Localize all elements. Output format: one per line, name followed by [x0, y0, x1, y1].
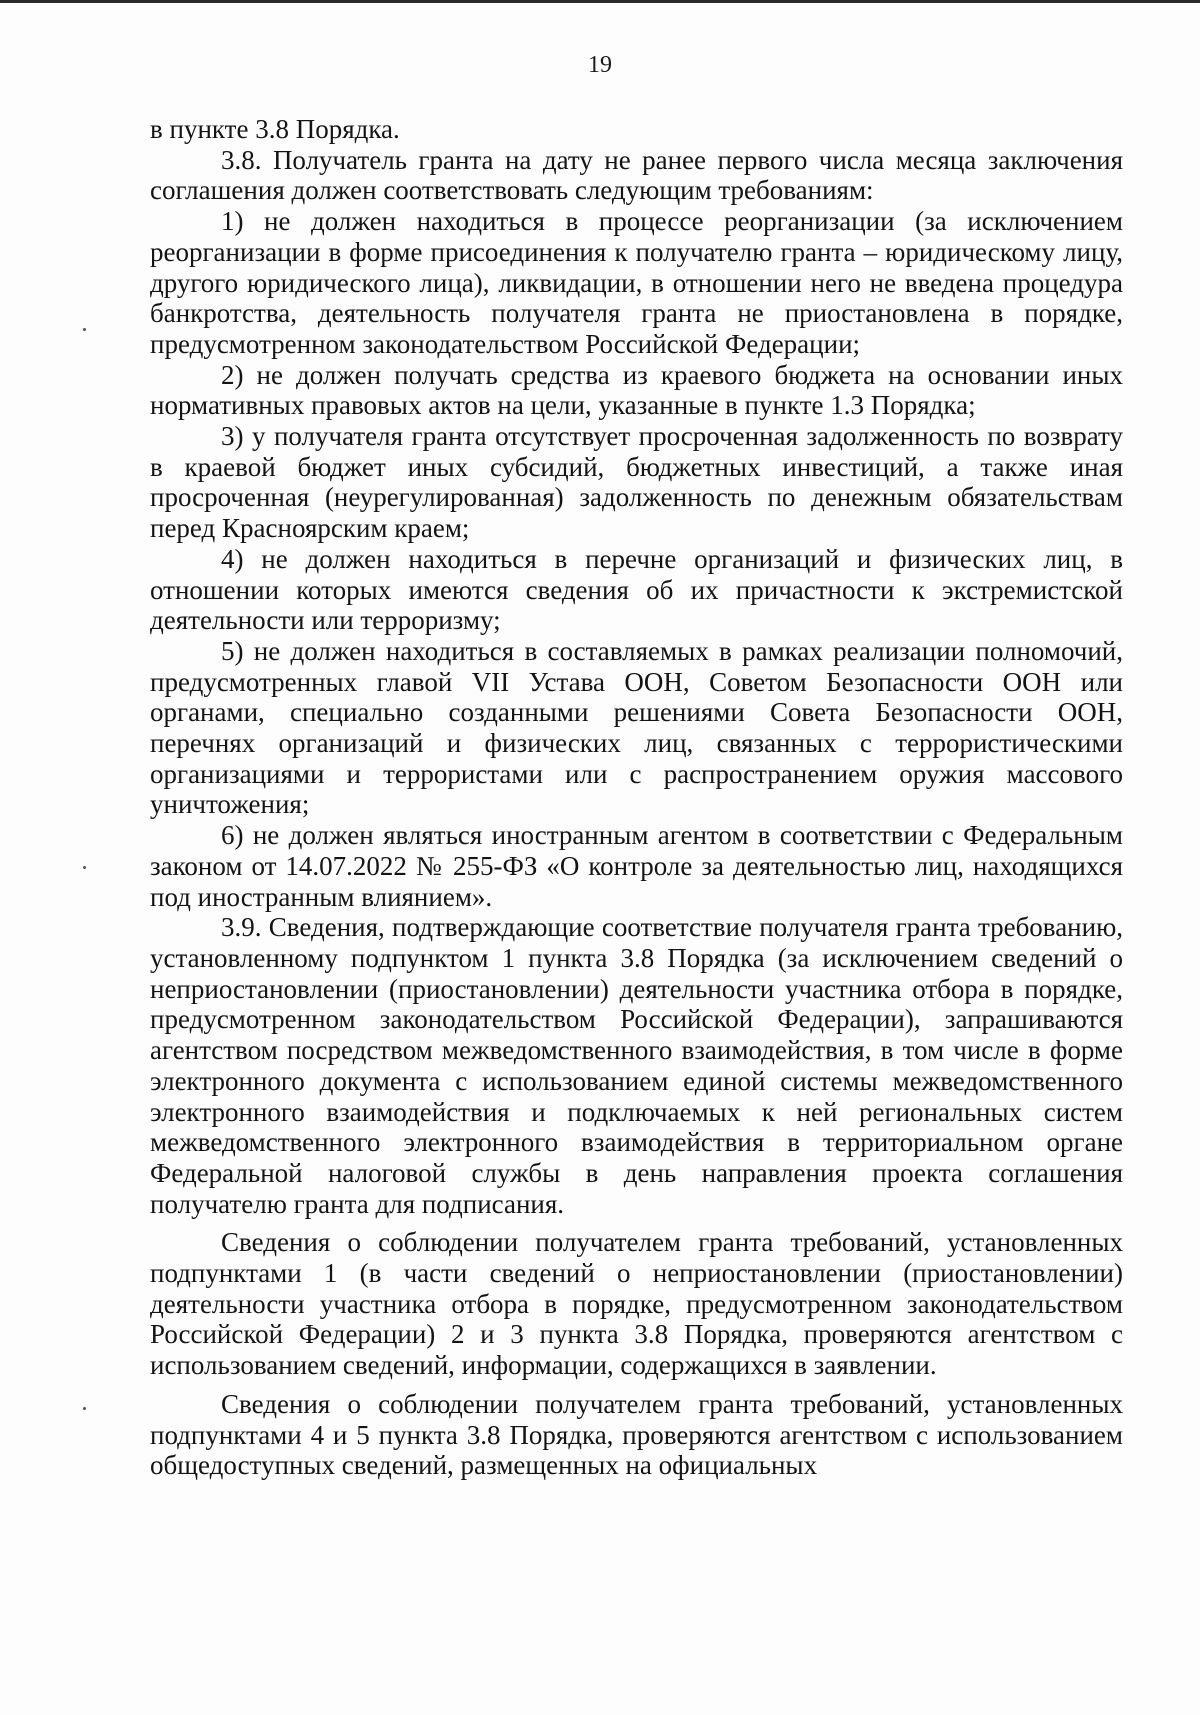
paragraph-3-8-item-4: 4) не должен находиться в перечне организаций и физических лиц, в отношении которых имеются сведения об их причастности к экстремистской деятельности или терроризму;	[150, 543, 1123, 636]
paragraph-verification-1: Сведения о соблюдении получателем гранта требований, установленных подпунктами 1 (в части сведений о неприостановлении (приостановлении) деятельности участника отбора в порядке, предусмотренном законодательством Российской Федерации) 2 и 3 пункта 3.8 Порядка, проверяются агентством с использованием сведений, информации, содержащихся в заявлении.	[150, 1227, 1123, 1381]
paragraph-3-8-item-5: 5) не должен находиться в составляемых в рамках реализации полномочий, предусмотренных главой VII Устава ООН, Советом Безопасности ООН или органами, специально созданными решениями Совета Безопасности ООН, перечнях организаций и физических лиц, связанных с террористическими организациями и террористами или с распространением оружия массового уничтожения;	[150, 635, 1123, 820]
document-body	[150, 114, 1123, 1481]
paragraph-3-8-item-2: 2) не должен получать средства из краевого бюджета на основании иных нормативных правовых актов на цели, указанные в пункте 1.3 Порядка;	[150, 359, 1123, 421]
paragraph-3-8-item-6: 6) не должен являться иностранным агентом в соответствии с Федеральным законом от 14.07.2022 № 255-ФЗ «О контроле за деятельностью лиц, находящихся под иностранным влиянием».	[150, 820, 1123, 912]
margin-speck	[83, 328, 86, 331]
margin-speck	[83, 1407, 86, 1410]
paragraph-3-8: 3.8. Получатель гранта на дату не ранее первого числа месяца заключения соглашения должен соответствовать следующим требованиям:	[150, 144, 1123, 206]
paragraph-3-9: 3.9. Сведения, подтверждающие соответствие получателя гранта требованию, установленному подпунктом 1 пункта 3.8 Порядка (за исключением сведений о неприостановлении (приостановлении) деятельности участника отбора в порядке, предусмотренном законодательством Российской Федерации), запрашиваются агентством посредством межведомственного взаимодействия, в том числе в форме электронного документа с использованием единой системы межведомственного электронного взаимодействия и подключаемых к ней региональных систем межведомственного электронного взаимодействия в территориальном органе Федеральной налоговой службы в день направления проекта соглашения получателю гранта для подписания.	[150, 912, 1123, 1219]
page-number: 19	[588, 52, 612, 78]
scan-top-edge	[0, 0, 1200, 3]
paragraph-verification-2: Сведения о соблюдении получателем гранта требований, установленных подпунктами 4 и 5 пункта 3.8 Порядка, проверяются агентством с использованием общедоступных сведений, размещенных на официальных	[150, 1388, 1123, 1481]
paragraph-3-8-item-3: 3) у получателя гранта отсутствует просроченная задолженность по возврату в краевой бюджет иных субсидий, бюджетных инвестиций, а также иная просроченная (неурегулированная) задолженность по денежным обязательствам перед Красноярским краем;	[150, 421, 1123, 544]
margin-speck	[83, 866, 86, 869]
paragraph-3-8-item-1: 1) не должен находиться в процессе реорганизации (за исключением реорганизации в форме присоединения к получателю гранта – юридическому лицу, другого юридического лица), ликвидации, в отношении него не введена процедура банкротства, деятельность получателя гранта не приостановлена в порядке, предусмотренном законодательством Российской Федерации;	[150, 206, 1123, 359]
paragraph-continuation: в пункте 3.8 Порядка.	[150, 114, 400, 144]
